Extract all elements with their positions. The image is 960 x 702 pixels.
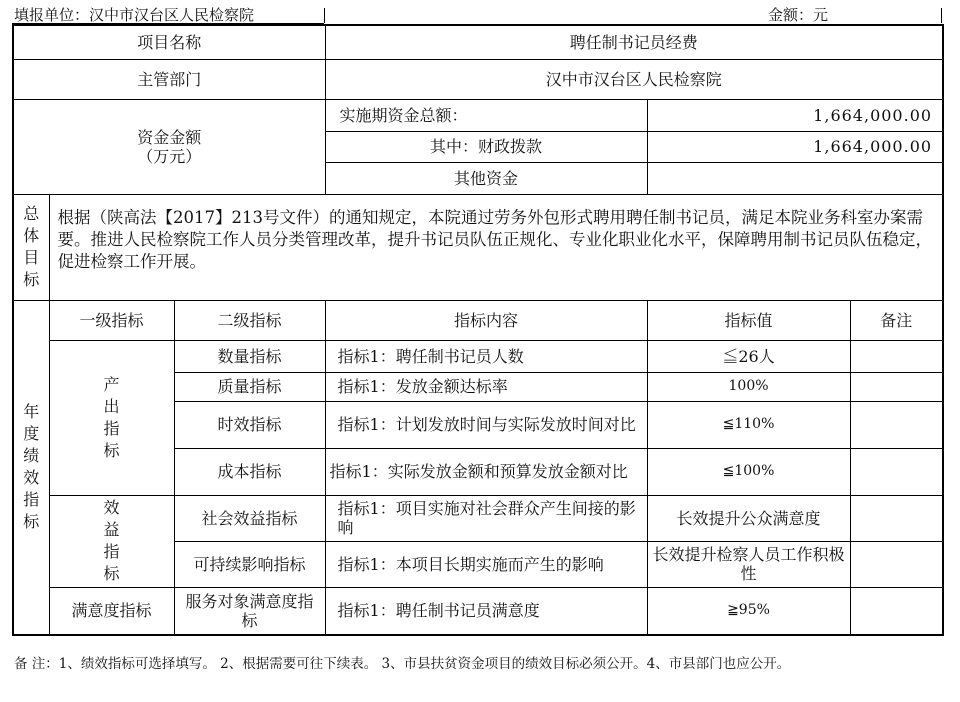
project-name-row — [13, 25, 943, 59]
indicator-level2: 成本指标 — [174, 448, 325, 495]
indicator-note — [850, 587, 943, 635]
fund-other-value — [647, 162, 943, 194]
footnote: 备 注：1、绩效指标可选择填写。 2、根据需要可往下续表。 3、市县扶贫资金项目的绩效目标必须公开。4、市县部门也应公开。 — [14, 656, 791, 672]
group-benefit-text: 效益指标 — [103, 498, 120, 583]
indicator-value: 长效提升公众满意度 — [647, 495, 850, 541]
indicator-value: ≦26人 — [647, 340, 850, 372]
indicator-note — [850, 541, 943, 587]
indicator-level2: 可持续影响指标 — [174, 541, 325, 587]
indicator-row — [13, 587, 943, 635]
header-content: 指标内容 — [325, 300, 647, 340]
fund-total-value: 1,664,000.00 — [647, 99, 943, 131]
indicator-value: ≦110% — [647, 401, 850, 448]
header-level1: 一级指标 — [49, 300, 174, 340]
fund-amount-label-line2: （万元） — [137, 146, 202, 166]
overall-goal-label-text: 总体目标 — [23, 204, 40, 289]
indicator-row — [13, 340, 943, 372]
fund-total-label: 实施期资金总额： — [325, 99, 647, 131]
annual-indicator-label-text: 年度绩效指标 — [23, 402, 40, 532]
indicator-content: 指标1：聘任制书记员人数 — [325, 340, 647, 372]
overall-goal-row — [13, 194, 943, 300]
indicator-content: 指标1：项目实施对社会群众产生间接的影响 — [325, 495, 647, 541]
fund-total-row — [13, 99, 943, 131]
fund-fiscal-value: 1,664,000.00 — [647, 131, 943, 162]
indicator-content: 指标1：计划发放时间与实际发放时间对比 — [325, 401, 647, 448]
fund-amount-label — [13, 99, 325, 194]
header-right-border — [941, 8, 942, 23]
amount-unit: 金额：元 — [768, 6, 829, 24]
indicator-value: 长效提升检察人员工作积极性 — [647, 541, 850, 587]
indicator-content: 指标1：实际发放金额和预算发放金额对比 — [325, 448, 647, 495]
indicator-level2: 质量指标 — [174, 372, 325, 401]
indicator-level2: 社会效益指标 — [174, 495, 325, 541]
indicator-note — [850, 340, 943, 372]
header-level2: 二级指标 — [174, 300, 325, 340]
filing-unit: 填报单位：汉中市汉台区人民检察院 — [14, 6, 255, 24]
indicator-level2: 数量指标 — [174, 340, 325, 372]
fund-amount-label-line1: 资金金额 — [137, 127, 202, 147]
indicator-row — [13, 495, 943, 541]
overall-goal-text: 根据（陕高法【2017】213号文件）的通知规定，本院通过劳务外包形式聘用聘任制书记员，满足本院业务科室办案需要。推进人民检察院工作人员分类管理改革，提升书记员队伍正规化、专业化职业化水平，保障聘用制书记员队伍稳定，促进检察工作开展。 — [49, 194, 943, 300]
indicator-header-row — [13, 300, 943, 340]
project-name-label: 项目名称 — [13, 25, 325, 59]
group-satisfaction: 满意度指标 — [49, 587, 174, 635]
indicator-note — [850, 401, 943, 448]
performance-goal-table — [12, 24, 944, 636]
department-label: 主管部门 — [13, 59, 325, 99]
indicator-content: 指标1：聘任制书记员满意度 — [325, 587, 647, 635]
indicator-value: ≦100% — [647, 448, 850, 495]
group-output-text: 产出指标 — [103, 374, 120, 460]
fund-fiscal-label: 其中：财政拨款 — [325, 131, 647, 162]
indicator-note — [850, 495, 943, 541]
indicator-content: 指标1：本项目长期实施而产生的影响 — [325, 541, 647, 587]
header-divider — [324, 8, 325, 23]
group-benefit — [49, 495, 174, 587]
fund-other-label: 其他资金 — [325, 162, 647, 194]
group-output — [49, 340, 174, 495]
department-row — [13, 59, 943, 99]
header-note: 备注 — [850, 300, 943, 340]
indicator-content: 指标1：发放金额达标率 — [325, 372, 647, 401]
indicator-value: ≧95% — [647, 587, 850, 635]
indicator-level2: 服务对象满意度指标 — [174, 587, 325, 635]
overall-goal-label — [13, 194, 49, 300]
indicator-note — [850, 372, 943, 401]
department-value: 汉中市汉台区人民检察院 — [325, 59, 943, 99]
indicator-value: 100% — [647, 372, 850, 401]
project-name-value: 聘任制书记员经费 — [325, 25, 943, 59]
header-value: 指标值 — [647, 300, 850, 340]
indicator-level2: 时效指标 — [174, 401, 325, 448]
annual-indicator-label — [13, 300, 49, 635]
indicator-note — [850, 448, 943, 495]
